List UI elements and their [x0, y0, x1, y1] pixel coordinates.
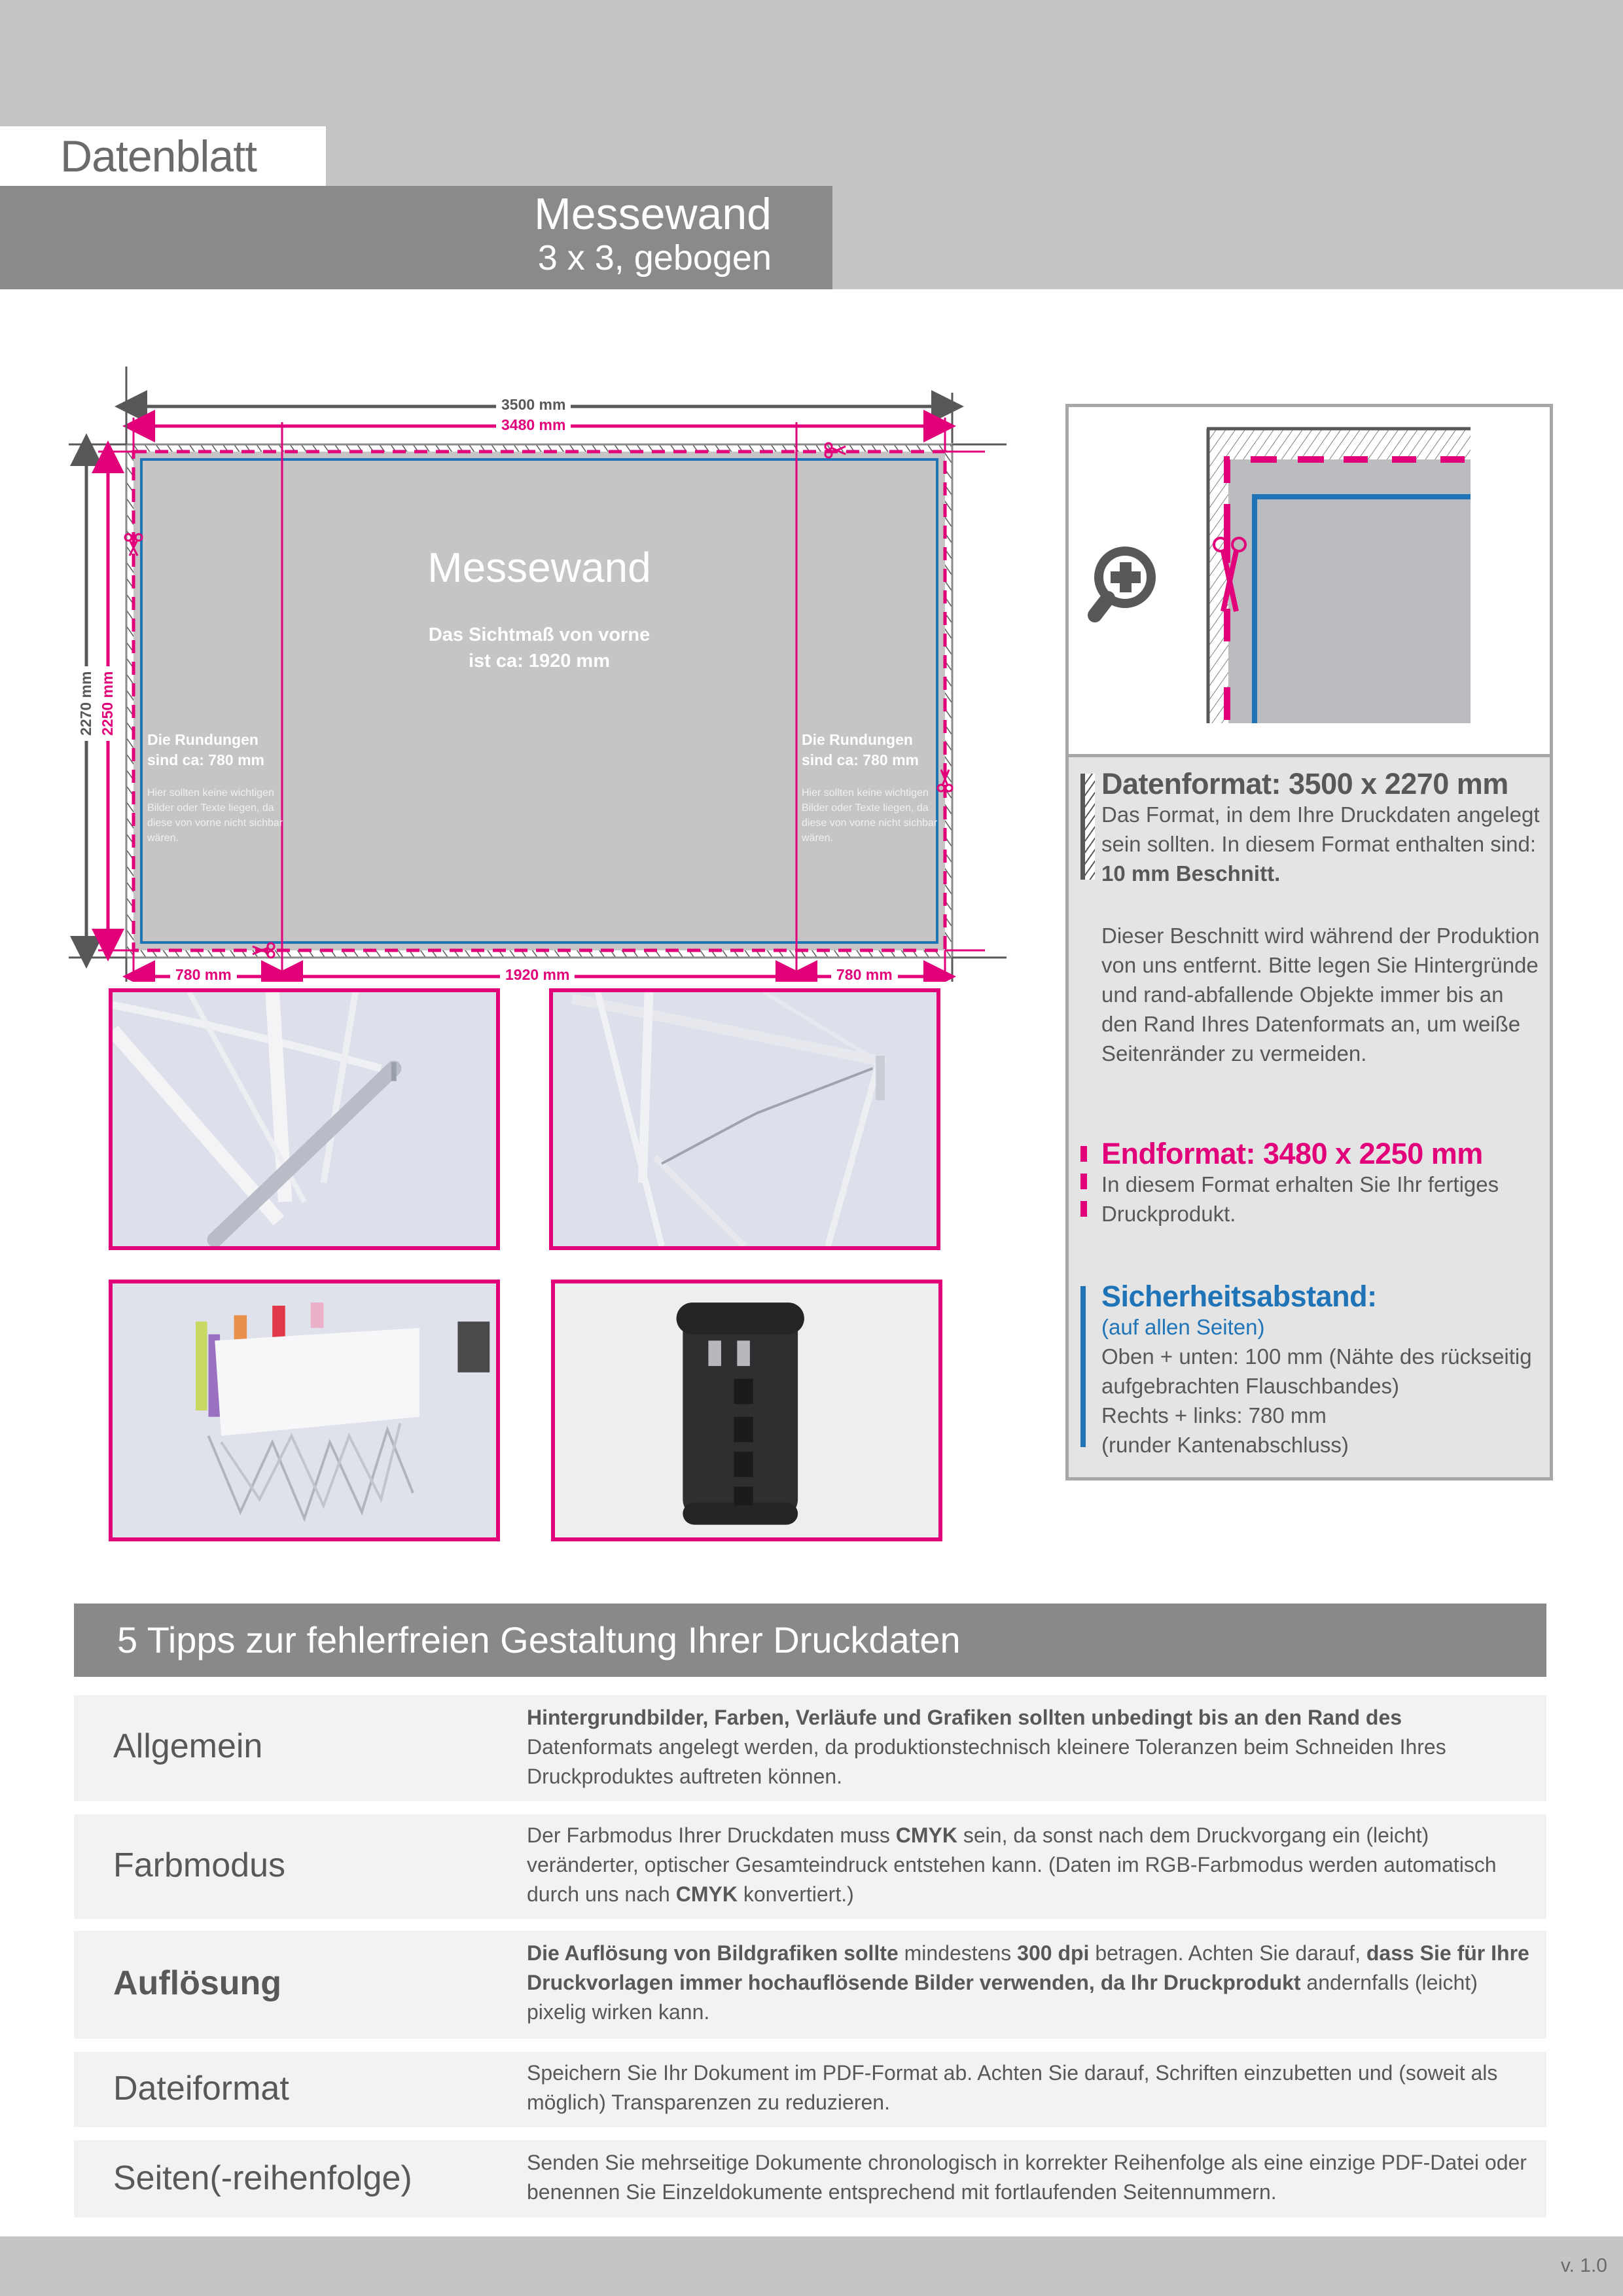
datenformat-text-2: Dieser Beschnitt wird während der Produktion von uns entfernt. Bitte legen Sie Hintergründe und rand-abfallende Objekte immer bis an den Rand Ihres Datenformats an, um weiße Seitenränder zu vermeiden. [1101, 924, 1540, 1066]
footer-band [0, 2236, 1623, 2296]
bleed-detail-illustration [1069, 407, 1550, 757]
frame-foot-photo [109, 988, 500, 1250]
datenformat-section [1080, 768, 1543, 1068]
tip-text-part: andernfalls (leicht) pixelig wirken kann. [527, 1971, 1478, 2024]
tip-text-part: Datenformats angelegt werden, da produktionstechnisch kleinere Toleranzen beim Schneiden Ihres Druckproduktes auftreten können. [527, 1735, 1446, 1788]
final-width-label: 3480 mm [496, 416, 571, 434]
tip-label: Auflösung [113, 1964, 282, 2002]
tip-text-bold: CMYK [895, 1823, 957, 1847]
tips-heading: 5 Tipps zur fehlerfreien Gestaltung Ihrer Druckdaten [74, 1604, 1546, 1677]
tip-label: Seiten(-reihenfolge) [113, 2159, 412, 2197]
frame-connector-photo [549, 988, 940, 1250]
final-height-label: 2250 mm [99, 666, 116, 741]
tip-text-part: betragen. Achten Sie darauf, [1089, 1941, 1366, 1965]
bleed-detail-drawing [1069, 407, 1550, 751]
tip-text [527, 1821, 1533, 1909]
left-rounding-text: Hier sollten keine wichtigen Bilder oder Texte liegen, da diese von vorne nicht sichbar wären. [147, 787, 283, 844]
tip-label: Dateiformat [113, 2070, 289, 2108]
sicherheit-subheading: (auf allen Seiten) [1101, 1315, 1265, 1339]
doc-type-title: Datenblatt [0, 126, 326, 187]
right-rounding-heading-line1: Die Rundungen [802, 731, 913, 748]
sicherheit-line-3: (runder Kantenabschluss) [1101, 1433, 1349, 1457]
tip-text-part: konvertiert.) [737, 1882, 854, 1906]
total-height-label: 2270 mm [77, 666, 95, 741]
sicherheit-line-2: Rechts + links: 780 mm [1101, 1403, 1327, 1427]
canvas-subtitle-line2: ist ca: 1920 mm [468, 651, 610, 672]
safety-line-legend-icon [1080, 1286, 1086, 1447]
sicherheitsabstand-section [1080, 1281, 1543, 1460]
version-label: v. 1.0 [1560, 2255, 1607, 2276]
tip-row [74, 2052, 1546, 2127]
total-width-label: 3500 mm [496, 396, 571, 414]
tip-label: Allgemein [113, 1727, 263, 1765]
format-diagram [0, 367, 1021, 982]
format-diagram-drawing [0, 367, 1021, 982]
tip-text [527, 1939, 1533, 2027]
tip-text: Speichern Sie Ihr Dokument im PDF-Format ab. Achten Sie darauf, Schriften einzubetten und (soweit als möglich) Transparenzen zu reduzieren. [527, 2061, 1498, 2114]
endformat-text: In diesem Format erhalten Sie Ihr fertiges Druckprodukt. [1101, 1172, 1499, 1226]
product-name: Messewand [534, 189, 772, 239]
tip-text-bold: Hintergrundbilder, Farben, Verläufe und Grafiken sollten unbedingt bis an den Rand des [527, 1706, 1402, 1729]
tip-text-part: mindestens [898, 1941, 1018, 1965]
datenformat-text-part: Das Format, in dem Ihre Druckdaten angelegt sein sollten. In diesem Format enthalten sind: [1101, 802, 1540, 856]
frame-connector-image [553, 992, 936, 1246]
frame-foot-image [113, 992, 496, 1246]
datenformat-text-bold: 10 mm Beschnitt. [1101, 861, 1281, 886]
bottom-left-label: 780 mm [170, 966, 237, 984]
tip-row [74, 1695, 1546, 1801]
tip-text-bold: 300 dpi [1017, 1941, 1090, 1965]
canvas-title: Messewand [427, 544, 651, 591]
left-rounding-heading-line1: Die Rundungen [147, 731, 259, 748]
cut-line-legend-icon [1080, 1146, 1087, 1219]
folded-frame-photo [109, 1280, 500, 1541]
tip-text-part: sein, da sonst nach dem Druckvorgang ein (leicht) veränderter, optischer Gesamteindruck entstehen kann. (Daten im RGB-Farbmodus werden automatisch durch uns nach [527, 1823, 1497, 1906]
final-format-area [134, 452, 945, 950]
transport-case-photo [551, 1280, 942, 1541]
datenformat-heading: Datenformat: 3500 x 2270 mm [1101, 767, 1508, 800]
right-rounding-text: Hier sollten keine wichtigen Bilder oder Texte liegen, da diese von vorne nicht sichbar wären. [802, 787, 938, 844]
transport-case-image [555, 1283, 938, 1537]
right-rounding-heading-line2: sind ca: 780 mm [802, 751, 919, 768]
tip-label: Farbmodus [113, 1846, 285, 1884]
tip-row [74, 1931, 1546, 2039]
bottom-right-label: 780 mm [831, 966, 898, 984]
tip-row [74, 2140, 1546, 2217]
folded-frame-image [113, 1283, 496, 1537]
zoom-in-icon [1095, 551, 1151, 615]
product-title-band [0, 186, 832, 289]
endformat-heading: Endformat: 3480 x 2250 mm [1101, 1137, 1483, 1170]
tip-text-bold: Die Auflösung von Bildgrafiken sollte [527, 1941, 899, 1965]
tip-row [74, 1814, 1546, 1919]
bottom-center-label: 1920 mm [500, 966, 575, 984]
tip-text-part: Der Farbmodus Ihrer Druckdaten muss [527, 1823, 896, 1847]
left-rounding-heading [147, 730, 285, 770]
right-rounding-heading [802, 730, 939, 770]
tip-text-bold: CMYK [675, 1882, 738, 1906]
tip-text-bold: dass Sie für Ihre Druckvorlagen immer hochauflösende Bilder verwenden, da Ihr Druckprodukt [527, 1941, 1529, 1994]
sicherheit-heading: Sicherheitsabstand: [1101, 1280, 1377, 1313]
datenformat-text [1101, 800, 1543, 888]
tip-text: Senden Sie mehrseitige Dokumente chronologisch in korrekter Reihenfolge als eine einzige PDF-Datei oder benennen Sie Einzeldokumente entsprechend mit fortlaufenden Seitennummern. [527, 2151, 1527, 2204]
canvas-subtitle-line1: Das Sichtmaß von vorne [428, 624, 651, 645]
product-variant: 3 x 3, gebogen [537, 238, 772, 278]
tip-text [527, 1703, 1533, 1791]
bleed-legend-icon [1080, 774, 1095, 880]
left-rounding-heading-line2: sind ca: 780 mm [147, 751, 264, 768]
endformat-section [1080, 1138, 1543, 1229]
sicherheit-line-1: Oben + unten: 100 mm (Nähte des rückseitig aufgebrachten Flauschbandes) [1101, 1344, 1532, 1398]
info-panel [1065, 404, 1553, 1480]
